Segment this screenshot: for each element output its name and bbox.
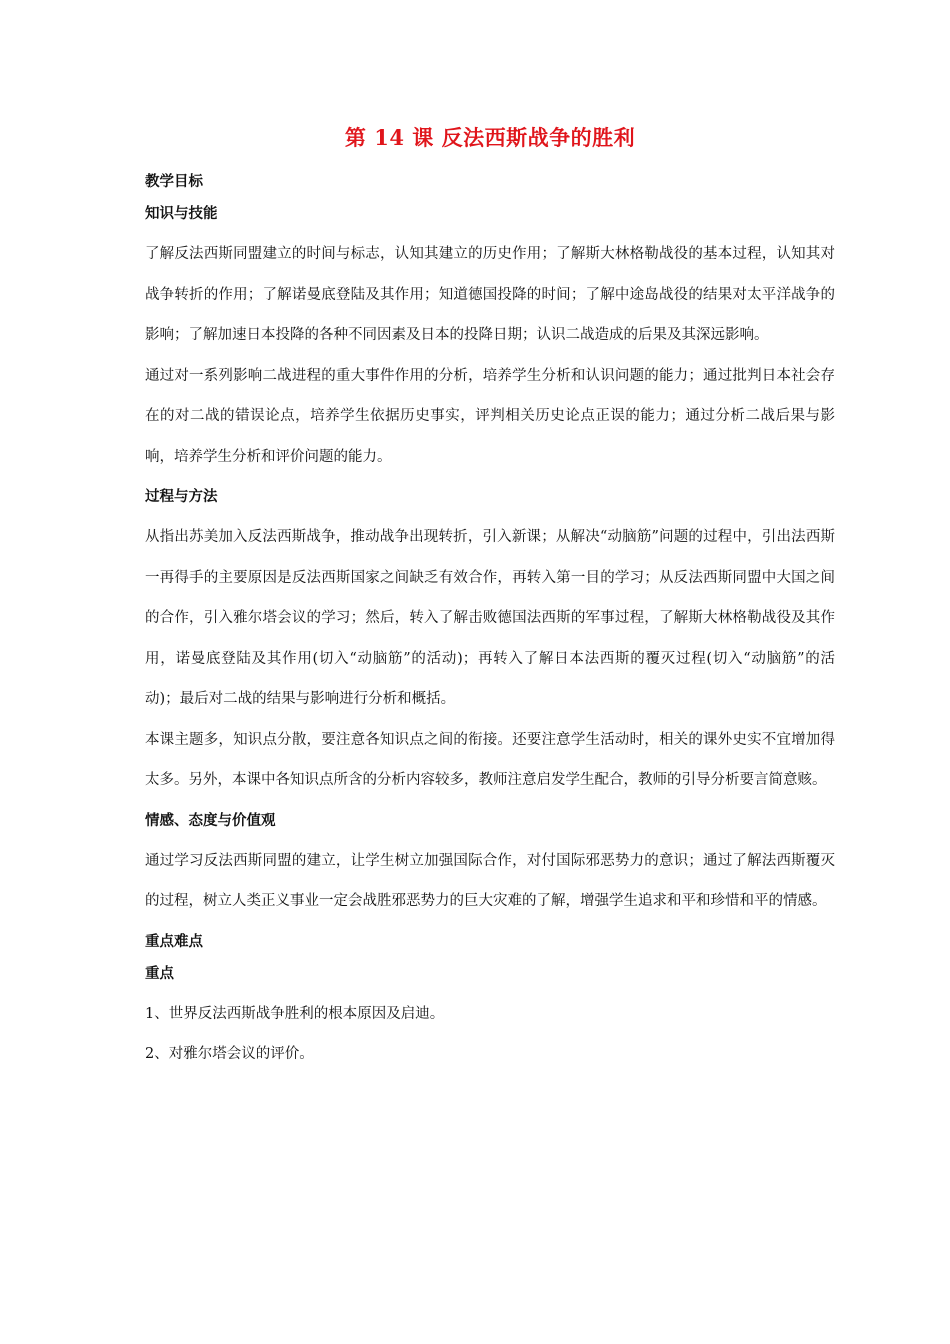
focus-item-2: 2、对雅尔塔会议的评价。: [145, 1046, 314, 1062]
keypoints-heading: 重点难点: [145, 933, 203, 950]
knowledge-paragraph-1: 了解反法西斯同盟建立的时间与标志，认知其建立的历史作用；了解斯大林格勒战役的基本过程，认知其对战争转折的作用；了解诺曼底登陆及其作用；知道德国投降的时间；了解中途岛战役的结果对太平洋战争的影响；了解加速日本投降的各种不同因素及日本的投降日期；认识二战造成的后果及其深远影响。: [145, 246, 835, 343]
focus-heading: 重点: [145, 965, 174, 982]
knowledge-paragraph-2: 通过对一系列影响二战进程的重大事件作用的分析，培养学生分析和认识问题的能力；通过批判日本社会存在的对二战的错误论点，培养学生依据历史事实，评判相关历史论点正误的能力；通过分析二战后果与影响，培养学生分析和评价问题的能力。: [145, 367, 835, 465]
process-paragraph-1: 从指出苏美加入反法西斯战争，推动战争出现转折，引入新课；从解决“动脑筋”问题的过程中，引出法西斯一再得手的主要原因是反法西斯国家之间缺乏有效合作，再转入第一目的学习；从反法西斯同盟中大国之间的合作，引入雅尔塔会议的学习；然后，转入了解击败德国法西斯的军事过程，了解斯大林格勒战役及其作用，诺曼底登陆及其作用(切入“动脑筋”的活动)；再转入了解日本法西斯的覆灭过程(切入“动脑筋”的活动)；最后对二战的结果与影响进行分析和概括。: [145, 529, 835, 707]
process-paragraph-2: 本课主题多，知识点分散，要注意各知识点之间的衔接。还要注意学生活动时，相关的课外史实不宜增加得太多。另外，本课中各知识点所含的分析内容较多，教师注意启发学生配合，教师的引导分析要言简意赅。: [145, 731, 835, 788]
process-heading: 过程与方法: [145, 489, 218, 505]
document-content: [145, 120, 835, 1075]
emotion-paragraph-1: 通过学习反法西斯同盟的建立，让学生树立加强国际合作，对付国际邪恶势力的意识；通过了解法西斯覆灭的过程，树立人类正义事业一定会战胜邪恶势力的巨大灾难的了解，增强学生追求和平和珍惜和平的情感。: [145, 852, 835, 909]
focus-item-1: 1、世界反法西斯战争胜利的根本原因及启迪。: [145, 1005, 445, 1022]
page-title: 第 14 课 反法西斯战争的胜利: [344, 125, 636, 150]
knowledge-heading: 知识与技能: [145, 206, 218, 222]
objectives-heading: 教学目标: [145, 174, 203, 190]
emotion-heading: 情感、态度与价值观: [145, 812, 276, 829]
